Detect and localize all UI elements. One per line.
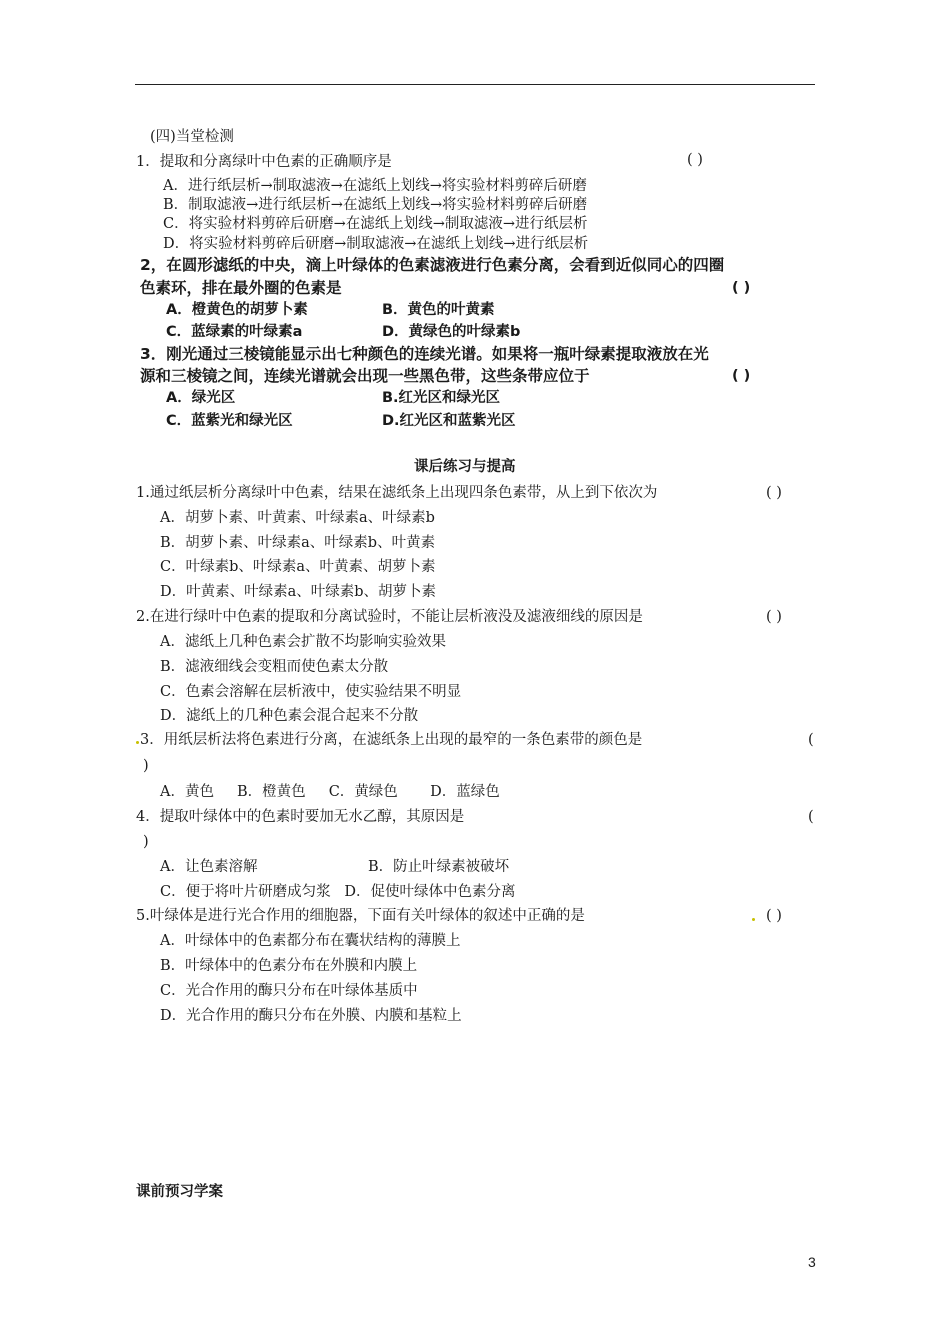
practice-q2-option-a: A．滤纸上几种色素会扩散不均影响实验效果 — [160, 634, 446, 650]
check-q2-option-b: B．黄色的叶黄素 — [382, 302, 495, 318]
practice-q1-option-c: C．叶绿素b、叶绿素a、叶黄素、胡萝卜素 — [160, 559, 436, 575]
section-title-check: (四)当堂检测 — [150, 129, 234, 145]
practice-q2-stem: 2.在进行绿叶中色素的提取和分离试验时，不能让层析液没及滤液细线的原因是 — [136, 609, 643, 625]
practice-q4-option-cd: C．便于将叶片研磨成匀浆 D．促使叶绿体中色素分离 — [160, 884, 516, 900]
scan-dot — [752, 918, 755, 921]
practice-q3-paren-open: ( — [808, 732, 814, 748]
scan-dot — [136, 741, 139, 744]
practice-q5-option-a: A．叶绿体中的色素都分布在囊状结构的薄膜上 — [160, 933, 461, 949]
practice-q4-paren-open: ( — [808, 809, 814, 825]
practice-q2-option-b: B．滤液细线会变粗而使色素太分散 — [160, 659, 389, 675]
practice-q4-option-b: B．防止叶绿素被破坏 — [368, 859, 510, 875]
practice-q5-option-d: D．光合作用的酶只分布在外膜、内膜和基粒上 — [160, 1008, 462, 1024]
practice-q5-answer-paren: ( ) — [766, 908, 782, 924]
practice-q1-stem: 1.通过纸层析分离绿叶中色素，结果在滤纸条上出现四条色素带，从上到下依次为 — [136, 485, 658, 501]
check-q2-option-c: C．蓝绿素的叶绿素a — [166, 324, 303, 340]
check-q1-option-d: D．将实验材料剪碎后研磨→制取滤液→在滤纸上划线→进行纸层析 — [163, 236, 589, 252]
check-q2-option-d: D．黄绿色的叶绿素b — [382, 324, 521, 340]
check-q2-stem-line2: 色素环，排在最外圈的色素是 — [140, 279, 342, 297]
practice-q1-answer-paren: ( ) — [766, 485, 782, 501]
check-q3-stem-line1: 3．刚光通过三棱镜能显示出七种颜色的连续光谱。如果将一瓶叶绿素提取液放在光 — [140, 345, 709, 363]
practice-q3-options: A．黄色 B．橙黄色 C．黄绿色 D．蓝绿色 — [160, 784, 500, 800]
practice-q2-option-c: C．色素会溶解在层析液中，使实验结果不明显 — [160, 684, 462, 700]
practice-q1-option-a: A．胡萝卜素、叶黄素、叶绿素a、叶绿素b — [160, 510, 435, 526]
footer-heading: 课前预习学案 — [136, 1184, 223, 1200]
check-q1-option-c: C．将实验材料剪碎后研磨→在滤纸上划线→制取滤液→进行纸层析 — [163, 216, 588, 232]
check-q3-stem-line2: 源和三棱镜之间，连续光谱就会出现一些黑色带，这些条带应位于 — [140, 367, 590, 385]
practice-q1-option-b: B．胡萝卜素、叶绿素a、叶绿素b、叶黄素 — [160, 535, 436, 551]
check-q3-option-c: C．蓝紫光和绿光区 — [166, 413, 293, 429]
practice-q2-answer-paren: ( ) — [766, 609, 782, 625]
header-rule — [135, 84, 815, 85]
practice-q4-paren-close: ) — [143, 834, 149, 850]
practice-q1-option-d: D．叶黄素、叶绿素a、叶绿素b、胡萝卜素 — [160, 584, 437, 600]
check-q2-option-a: A．橙黄色的胡萝卜素 — [166, 302, 308, 318]
check-q1-option-a: A．进行纸层析→制取滤液→在滤纸上划线→将实验材料剪碎后研磨 — [163, 178, 587, 194]
check-q1-option-b: B．制取滤液→进行纸层析→在滤纸上划线→将实验材料剪碎后研磨 — [163, 197, 588, 213]
check-q3-option-d: D.红光区和蓝紫光区 — [382, 413, 516, 429]
practice-q5-stem: 5.叶绿体是进行光合作用的细胞器，下面有关叶绿体的叙述中正确的是 — [136, 908, 585, 924]
check-q3-option-b: B.红光区和绿光区 — [382, 390, 501, 406]
check-q2-stem-line1: 2，在圆形滤纸的中央，滴上叶绿体的色素滤液进行色素分离，会看到近似同心的四圈 — [140, 256, 725, 274]
page-number: 3 — [808, 1254, 816, 1270]
practice-q5-option-c: C．光合作用的酶只分布在叶绿体基质中 — [160, 983, 418, 999]
check-q2-answer-paren: ( ) — [732, 280, 751, 296]
check-q3-option-a: A．绿光区 — [166, 390, 236, 406]
practice-q5-option-b: B．叶绿体中的色素分布在外膜和内膜上 — [160, 958, 418, 974]
practice-q3-stem: 3．用纸层析法将色素进行分离，在滤纸条上出现的最窄的一条色素带的颜色是 — [140, 732, 643, 748]
practice-q4-option-a: A．让色素溶解 — [160, 859, 258, 875]
check-q1-stem: 1．提取和分离绿叶中色素的正确顺序是 — [136, 154, 392, 170]
check-q1-answer-paren: ( ) — [687, 152, 703, 168]
practice-q2-option-d: D．滤纸上的几种色素会混合起来不分散 — [160, 708, 419, 724]
section-title-practice: 课后练习与提高 — [414, 459, 516, 475]
practice-q3-paren-close: ) — [143, 758, 149, 774]
check-q3-answer-paren: ( ) — [732, 368, 751, 384]
practice-q4-stem: 4．提取叶绿体中的色素时要加无水乙醇，其原因是 — [136, 809, 465, 825]
